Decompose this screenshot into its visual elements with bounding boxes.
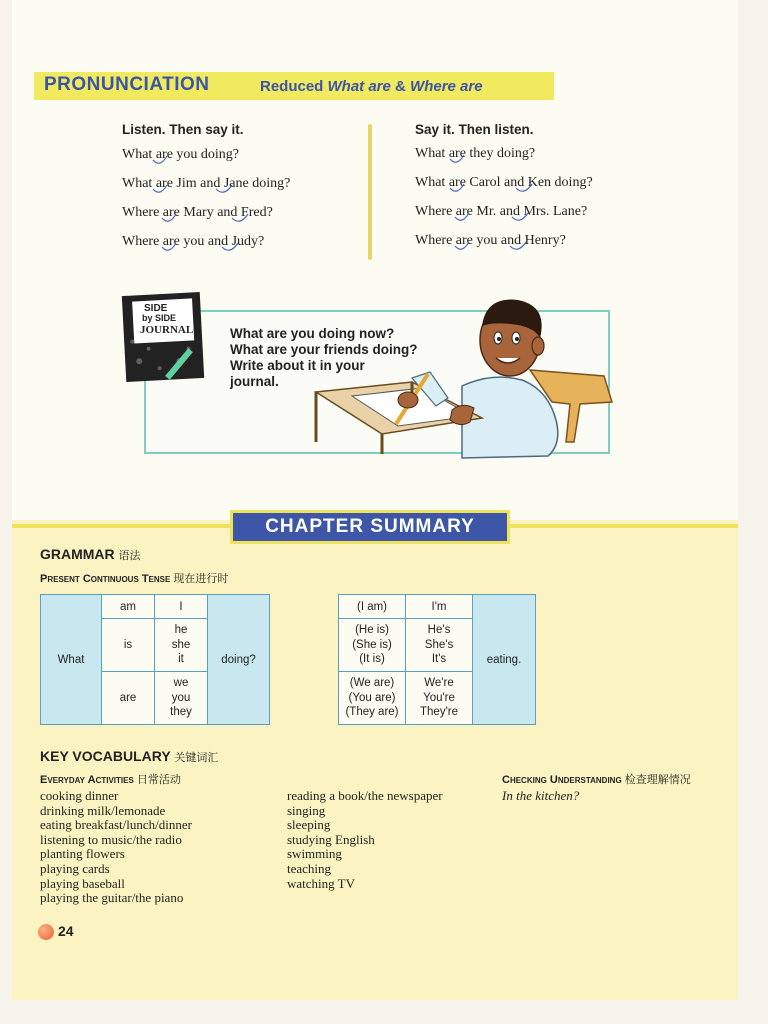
left-sentence: What are Jim and Jane doing? [122,176,291,191]
table-cell-full-is [339,619,406,672]
grammar-heading-text: GRAMMAR [40,546,115,562]
right-sentence: What are Carol and Ken doing? [415,175,593,190]
table-cell-is: is [102,619,155,672]
subject: they [170,706,192,719]
grammar-heading-cn: 语法 [118,549,141,562]
table-cell-are: are [102,672,155,725]
full-form: (You are) [348,691,396,704]
list-item: teaching [287,860,332,876]
table-cell-is-subjects [155,619,208,672]
table-cell-short-am: I'm [406,595,473,619]
list-item: singing [287,802,326,818]
table-cell-i: I [155,595,208,619]
tense-heading [40,570,228,586]
subtitle-amp: & [390,78,411,95]
checking-heading-cn: 检查理解情况 [624,773,691,786]
list-item: listening to music/the radio [40,831,182,847]
pronunciation-title: PRONUNCIATION [44,74,210,95]
full-form: (He is) [355,624,389,637]
right-sentence: Where are Mr. and Mrs. Lane? [415,204,588,219]
list-item: playing the guitar/the piano [40,890,184,906]
list-item: reading a book/the newspaper [287,788,443,803]
right-column-heading: Say it. Then listen. [415,122,534,137]
short-form: We're [424,677,454,690]
checking-answer: In the kitchen? [502,788,580,803]
left-sentence: Where are you and Judy? [122,234,265,249]
left-column-heading: Listen. Then say it. [122,122,244,137]
activities-heading-cn: 日常活动 [136,773,181,786]
grammar-table-contractions [338,594,536,725]
list-item: drinking milk/lemonade [40,802,166,818]
right-sentence: Where are you and Henry? [415,233,566,248]
left-sentence: Where are Mary and Fred? [122,205,273,220]
subject: she [171,638,191,651]
full-form: (We are) [349,677,395,690]
full-form: (She is) [352,638,392,651]
list-item: studying English [287,831,375,847]
journal-prompt-line: journal. [230,374,279,389]
subject: you [171,691,191,704]
reduction-marks [0,0,768,260]
list-item: eating breakfast/lunch/dinner [40,817,192,833]
full-form: (It is) [359,653,385,666]
list-item: cooking dinner [40,788,119,803]
chapter-summary-banner: CHAPTER SUMMARY [230,510,510,544]
checking-understanding-heading [502,771,691,787]
left-sentence: What are you doing? [122,147,240,162]
short-form: They're [420,706,458,719]
key-vocabulary-heading [40,748,218,765]
short-form: You're [423,691,455,704]
vocab-heading-cn: 关键词汇 [174,751,219,764]
grammar-heading [40,546,141,563]
list-item: swimming [287,846,342,862]
list-item: watching TV [287,875,355,891]
tense-heading-cn: 现在进行时 [173,572,229,585]
subtitle-prefix: Reduced [260,78,328,95]
journal-prompt-line: What are your friends doing? [230,342,418,357]
notebook-label-journal: JOURNAL [140,324,194,336]
notebook-label-by-side: by SIDE [142,313,177,323]
subject: we [173,677,189,690]
subject: he [174,624,188,637]
activities-list-2 [287,789,443,891]
short-form: She's [424,638,454,651]
list-item: sleeping [287,817,331,833]
checking-heading-text: Checking Understanding [502,774,622,786]
everyday-activities-heading [40,771,181,787]
page-number-dot-icon [38,924,54,940]
subject: it [178,653,184,666]
subtitle-what-are: What are [327,78,391,95]
journal-prompt-line: Write about it in your [230,358,365,373]
vocab-heading-text: KEY VOCABULARY [40,748,171,764]
boy-writing-illustration [312,292,622,462]
table-cell-doing: doing? [208,595,270,725]
list-item: planting flowers [40,846,125,862]
tense-heading-text: Present Continuous Tense [40,573,171,585]
table-cell-short-is [406,619,473,672]
list-item: playing baseball [40,875,125,891]
list-item: playing cards [40,860,110,876]
page-number: 24 [58,923,74,939]
short-form: It's [431,653,447,666]
full-form: (They are) [345,706,399,719]
table-cell-short-are [406,672,473,725]
subtitle-where-are: Where are [410,78,483,95]
table-cell-are-subjects [155,672,208,725]
activities-list-1 [40,789,192,906]
table-cell-full-are [339,672,406,725]
notebook-label-side: SIDE [144,303,168,314]
short-form: He's [427,624,451,637]
table-cell-full-am: (I am) [339,595,406,619]
journal-prompt-line: What are you doing now? [230,326,395,341]
activities-heading-text: Everyday Activities [40,774,134,786]
right-sentence: What are they doing? [415,146,536,161]
grammar-table-be [40,594,270,725]
table-cell-what: What [41,595,102,725]
table-cell-eating: eating. [473,595,536,725]
table-cell-am: am [102,595,155,619]
